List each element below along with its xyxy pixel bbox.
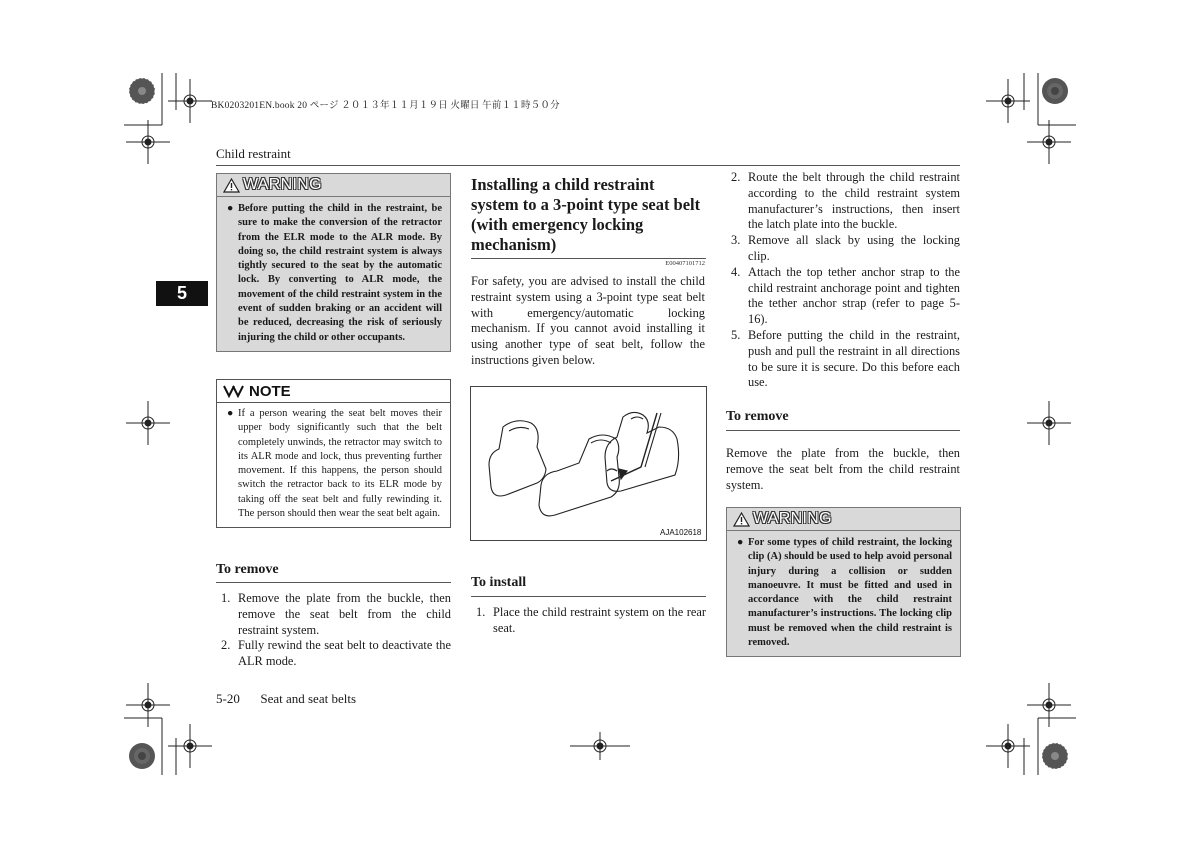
install-steps-continued (731, 170, 960, 391)
step-text: Remove the plate from the buckle, then remove the seat belt from the child restraint system. (238, 591, 451, 637)
step-item: 1. Remove the plate from the buckle, then remove the seat belt from the child restraint system. (221, 591, 451, 637)
warning-header (727, 508, 960, 531)
left-to-remove-steps (221, 591, 451, 670)
bullet-icon: ● (737, 537, 744, 548)
note-item (227, 407, 442, 521)
step-text: Before putting the child in the restraint, push and pull the restraint in all directions to be sure it is secure. Do this before each use. (748, 327, 960, 390)
title-rule (471, 258, 706, 259)
to-install-steps (476, 605, 706, 637)
right-to-remove-text: Remove the plate from the buckle, then remove the seat belt from the child restraint system. (726, 446, 960, 492)
warning-item-text: For some types of child restraint, the locking clip (A) should be used to help avoid personal injury during a collision or sudden manoeuvre. It must be fitted and used in accordance with the child restraint manufacturer’s instructions. The locking clip must be removed when the child restraint is removed. (748, 537, 952, 649)
step-text: Remove all slack by using the locking clip. (748, 233, 960, 263)
warning-item (227, 202, 442, 345)
step-item: 5. Before putting the child in the restraint, push and pull the restraint in all directions to be sure it is secure. Do this before each use. (731, 327, 960, 390)
note-box (216, 379, 451, 528)
left-to-remove-rule (216, 582, 451, 583)
warning-box-left (216, 173, 451, 352)
step-item: 2. Fully rewind the seat belt to deactivate the ALR mode. (221, 638, 451, 669)
print-info-line: BK0203201EN.book 20 ページ ２０１３年１１月１９日 火曜日 午前１１時５０分 (211, 101, 560, 111)
seat-illustration (470, 386, 707, 541)
note-item-text: If a person wearing the seat belt moves their upper body significantly such that the belt completely unwinds, the retractor may switch to its ALR mode and lock, thus preventing further movement. If this happens, the person should switch the retractor back to its ELR mode by taking off the seat belt and fully rewinding it. The person should then wear the seat belt again. (238, 408, 442, 520)
right-to-remove-heading: To remove (726, 409, 789, 424)
intro-text: For safety, you are advised to install the child restraint system using a 3-point type seat belt with emergency/automatic locking mechanism. If you cannot avoid installing it using another type of seat belt, follow the instructions given below. (471, 274, 705, 367)
warning-body (727, 531, 960, 656)
step-item: 2. Route the belt through the child restraint according to the child restraint system manufacturer’s instructions, then insert the latch plate into the buckle. (731, 170, 960, 232)
step-text: Fully rewind the seat belt to deactivate the ALR mode. (238, 638, 451, 669)
warning-triangle-icon (733, 512, 750, 527)
header-rule (216, 165, 960, 166)
step-text: Attach the top tether anchor strap to the child restraint anchorage point and tighten the tether anchor strap (refer to page 5-16). (748, 264, 960, 327)
page-footer (216, 691, 356, 707)
section-code: E00407101712 (665, 260, 705, 267)
running-head: Child restraint (216, 146, 291, 161)
bullet-icon: ● (227, 203, 234, 214)
to-install-heading: To install (471, 575, 527, 590)
to-install-rule (471, 596, 706, 597)
right-to-remove-rule (726, 430, 960, 431)
note-header (217, 380, 450, 403)
page-number: 5-20 (216, 691, 240, 706)
bullet-icon: ● (227, 408, 234, 419)
chapter-tab: 5 (156, 281, 208, 306)
warning-body (217, 197, 450, 351)
warning-triangle-icon (223, 178, 240, 193)
step-item: 4. Attach the top tether anchor strap to the child restraint anchorage point and tighten the tether anchor strap (refer to page 5-16). (731, 264, 960, 327)
note-check-icon (223, 384, 245, 398)
step-item: 3. Remove all slack by using the locking clip. (731, 233, 960, 263)
warning-title: WARNING (753, 510, 832, 527)
section-footer-title: Seat and seat belts (260, 691, 357, 706)
figure-code: AJA102618 (660, 528, 702, 537)
warning-box-right (726, 507, 961, 657)
warning-title: WARNING (243, 176, 322, 193)
section-title: Installing a child restraint system to a 3-point type seat belt (with emergency locking mechanism) (471, 175, 701, 254)
step-text: Route the belt through the child restraint according to the child restraint system manufacturer’s instructions, then insert the latch plate into the buckle. (748, 170, 960, 232)
warning-header (217, 174, 450, 197)
step-text: Place the child restraint system on the rear seat. (493, 605, 706, 635)
note-body (217, 403, 450, 527)
warning-item (737, 536, 952, 650)
step-item: 1. Place the child restraint system on the rear seat. (476, 605, 706, 635)
warning-item-text: Before putting the child in the restraint, be sure to make the conversion of the retractor from the ELR mode to the ALR mode. By doing so, the child restraint system is always tightly secured to the seat by the automatic lock. By converting to ALR mode, the movement of the child restraint system in the event of sudden braking or an accident will be reduced, decreasing the risk of seriously injuring the child or other occupants. (238, 203, 442, 343)
child-seat-drawing (471, 387, 706, 540)
note-title: NOTE (249, 382, 291, 400)
left-to-remove-heading: To remove (216, 562, 279, 577)
